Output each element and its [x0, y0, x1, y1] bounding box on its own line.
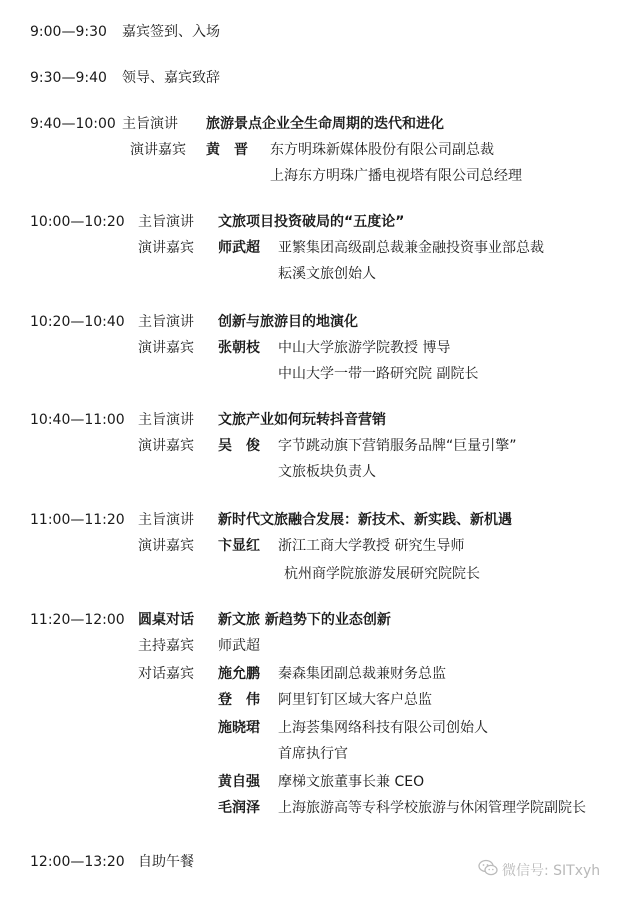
time-slot: 9:30—9:40 [30, 70, 107, 86]
speaker-name: 吴 俊 [218, 438, 260, 454]
panelist-affiliation: 上海荟集网络科技有限公司创始人 [278, 720, 488, 736]
host-name: 师武超 [218, 638, 260, 654]
panelist-name: 黄自强 [218, 774, 260, 790]
speaker-role: 演讲嘉宾 [138, 438, 194, 454]
panel-role: 对话嘉宾 [138, 666, 194, 682]
time-slot: 12:00—13:20 [30, 854, 125, 870]
speaker-affiliation: 中山大学旅游学院教授 博导 [278, 340, 451, 356]
watermark [478, 858, 600, 882]
session-type: 主旨演讲 [138, 512, 194, 528]
session-topic: 文旅项目投资破局的“五度论” [218, 214, 405, 230]
speaker-affiliation: 浙江工商大学教授 研究生导师 [278, 538, 465, 554]
panelist-name: 施晓珺 [218, 720, 260, 736]
session-type: 主旨演讲 [138, 314, 194, 330]
panelist-affiliation: 首席执行官 [278, 746, 348, 762]
speaker-role: 演讲嘉宾 [138, 240, 194, 256]
session-topic: 旅游景点企业全生命周期的迭代和进化 [206, 116, 444, 132]
session-type: 主旨演讲 [122, 116, 178, 132]
panelist-affiliation: 秦森集团副总裁兼财务总监 [278, 666, 446, 682]
speaker-role: 演讲嘉宾 [138, 340, 194, 356]
time-slot: 9:00—9:30 [30, 24, 107, 40]
host-role: 主持嘉宾 [138, 638, 194, 654]
session-topic: 文旅产业如何玩转抖音营销 [218, 412, 386, 428]
panelist-affiliation: 上海旅游高等专科学校旅游与休闲管理学院副院长 [278, 800, 586, 816]
speaker-name: 师武超 [218, 240, 260, 256]
session-topic: 新时代文旅融合发展：新技术、新实践、新机遇 [218, 512, 512, 528]
speaker-affiliation: 中山大学一带一路研究院 副院长 [278, 366, 479, 382]
speaker-affiliation: 文旅板块负责人 [278, 464, 376, 480]
watermark-text: 微信号: SITxyh [502, 863, 601, 879]
speaker-affiliation: 字节跳动旗下营销服务品牌“巨量引擎” [278, 438, 517, 454]
wechat-icon [478, 859, 502, 881]
speaker-affiliation: 上海东方明珠广播电视塔有限公司总经理 [270, 168, 522, 184]
session-type: 圆桌对话 [138, 612, 194, 628]
panelist-name: 施允鹏 [218, 666, 260, 682]
session-title: 领导、嘉宾致辞 [122, 70, 220, 86]
session-type: 主旨演讲 [138, 214, 194, 230]
speaker-name: 黄 晋 [206, 142, 248, 158]
panelist-name: 登 伟 [218, 692, 260, 708]
panelist-name: 毛润泽 [218, 800, 260, 816]
speaker-name: 卞显红 [218, 538, 260, 554]
session-topic: 新文旅 新趋势下的业态创新 [218, 612, 391, 628]
time-slot: 10:00—10:20 [30, 214, 125, 230]
speaker-role: 演讲嘉宾 [138, 538, 194, 554]
session-type: 主旨演讲 [138, 412, 194, 428]
speaker-affiliation: 耘溪文旅创始人 [278, 266, 376, 282]
panelist-affiliation: 阿里钉钉区域大客户总监 [278, 692, 432, 708]
time-slot: 9:40—10:00 [30, 116, 116, 132]
time-slot: 10:40—11:00 [30, 412, 125, 428]
session-title: 嘉宾签到、入场 [122, 24, 220, 40]
panelist-affiliation: 摩梯文旅董事长兼 CEO [278, 774, 425, 790]
speaker-affiliation: 东方明珠新媒体股份有限公司副总裁 [270, 142, 494, 158]
session-title: 自助午餐 [138, 854, 194, 870]
speaker-role: 演讲嘉宾 [130, 142, 186, 158]
session-topic: 创新与旅游目的地演化 [218, 314, 358, 330]
time-slot: 11:20—12:00 [30, 612, 125, 628]
time-slot: 11:00—11:20 [30, 512, 125, 528]
speaker-affiliation: 亚繁集团高级副总裁兼金融投资事业部总裁 [278, 240, 544, 256]
speaker-name: 张朝枝 [218, 340, 260, 356]
time-slot: 10:20—10:40 [30, 314, 125, 330]
speaker-affiliation: 杭州商学院旅游发展研究院院长 [284, 566, 480, 582]
